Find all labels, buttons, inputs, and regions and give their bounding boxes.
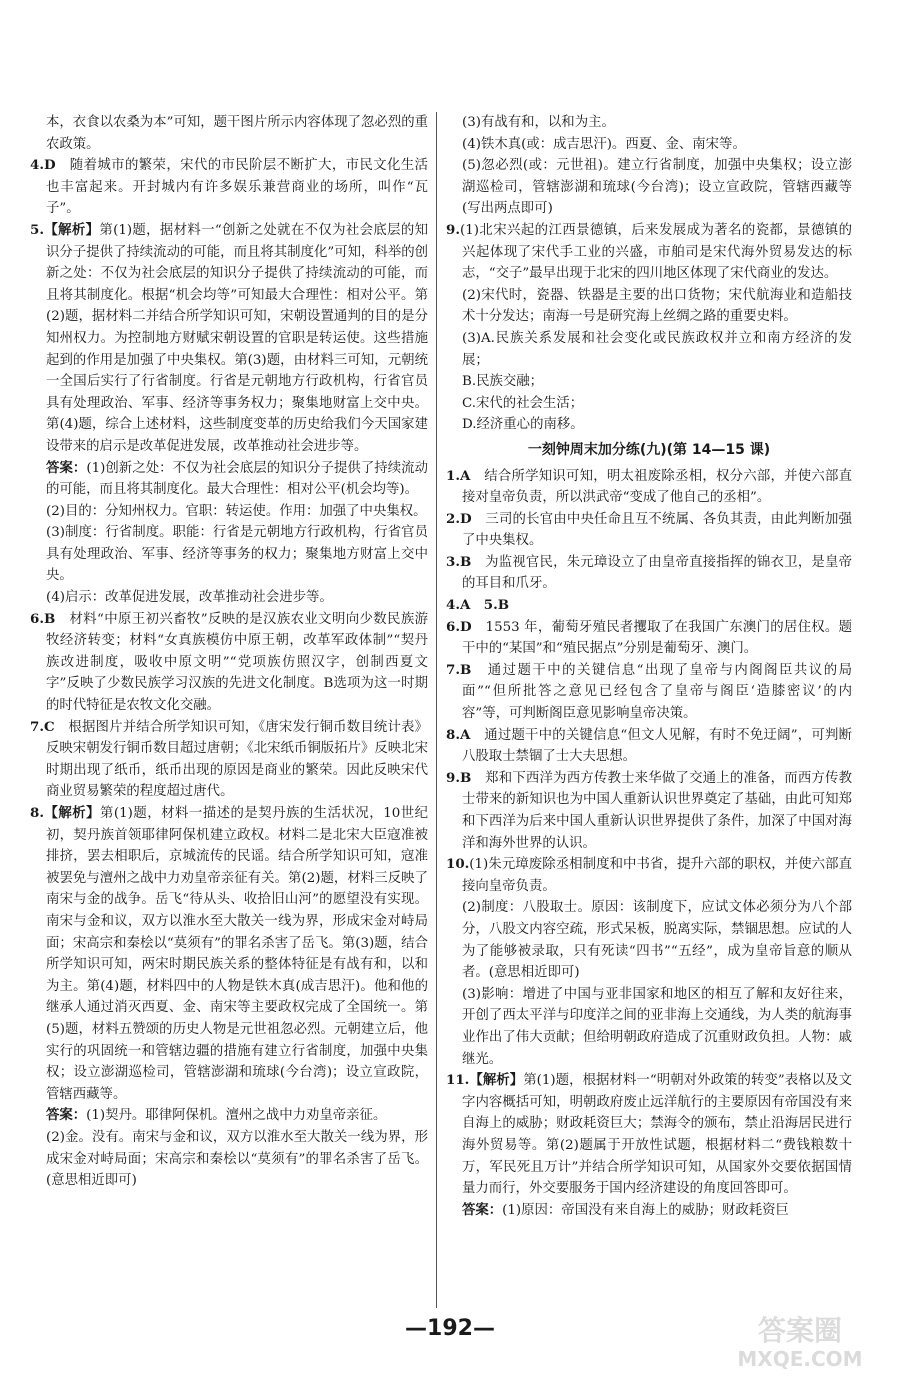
continuation-text: 本，衣食以农桑为本”可知，题干图片所示内容体现了忽必烈的重农政策。 [46, 115, 428, 152]
answer-tag: 答案： [46, 459, 87, 476]
item-text: (1)北宋兴起的江西景德镇，后来发展成为著名的瓷都，景德镇的兴起体现了宋代手工业的兴盛，市舶司是宋代海外贸易发达的标志，“交子”最早出现于北宋的四川地区体现了宋代商业的发达。 [459, 222, 852, 282]
answer-part: (3)影响：增进了中国与亚非国家和地区的相互了解和友好往来，开创了西太平洋与印度洋之间的亚非海上交通线，为人类的航海事业作出了伟大贡献；但给明朝政府造成了沉重财政负担。人物：戚继光。 [462, 986, 852, 1067]
item-number: 9. [446, 221, 460, 238]
item-number: 1.A [446, 467, 471, 484]
answer-part: (5)忽必烈(或：元世祖)。建立行省制度，加强中央集权；设立澎湖巡检司，管辖澎湖和琉球(今台湾)；设立宣政院，管辖西藏等(写出两点即可) [462, 158, 852, 217]
answer-part: D.经济重心的南移。 [462, 417, 584, 433]
answer-part: B.民族交融； [462, 374, 544, 390]
answer-item-8 [446, 725, 852, 768]
analysis-tag: 【解析】 [469, 1072, 524, 1089]
column-divider [436, 112, 437, 1308]
item-number: 11. [446, 1072, 470, 1089]
item-number: 10. [446, 856, 470, 873]
item-text: (1)朱元璋废除丞相制度和中书省，提升六部的职权，并使六部直接向皇帝负责。 [462, 857, 852, 894]
answer-item-7 [446, 660, 852, 725]
item-number: 8. [30, 805, 44, 821]
answer-block-5 [30, 458, 428, 609]
item-text: 三司的长官由中央任命且互不统属、各负其责，由此判断加强了中央集权。 [462, 511, 852, 549]
answer-part: (1)原因：帝国没有来自海上的威胁；财政耗资巨 [502, 1202, 789, 1218]
item-number: 6.B [30, 610, 56, 627]
item-text: 通过题干中的关键信息“但文人见解，有时不免迂阔”，可判断八股取士禁锢了士大夫思想。 [462, 727, 852, 765]
item-number: 3.B [446, 553, 472, 570]
watermark-text-url: MXQE.COM [737, 1347, 863, 1371]
answer-tag: 答案： [462, 1201, 503, 1218]
answer-part: (3)A.民族关系发展和社会变化或民族政权并立和南方经济的发展； [462, 330, 852, 368]
watermark-text-cn: 答案圈 [757, 1314, 843, 1347]
answer-part: C.宋代的社会生活； [462, 395, 584, 411]
answer-item-2 [446, 509, 852, 552]
answer-item-4 [30, 155, 428, 220]
answer-item-5 [30, 220, 428, 458]
item-text: 郑和下西洋为西方传教士来华做了交通上的准备，而西方传教士带来的新知识也为中国人重新认识世界奠定了基础，由此可知郑和下西洋为后来中国人重新认识世界提供了条件，加深了中国对海洋和海外世界的认识。 [462, 770, 853, 851]
answer-item-1 [446, 466, 852, 509]
item-text: 1553 年，葡萄牙殖民者攫取了在我国广东澳门的居住权。题干中的“某国”和“殖民据点”分别是葡萄牙、澳门。 [462, 619, 852, 657]
answer-block-8 [30, 1105, 428, 1191]
item-number: 2.D [446, 510, 472, 527]
answer-part: (2)金。没有。南宋与金和议，双方以淮水至大散关一线为界，形成宋金对峙局面；宋高宗和秦桧以“莫须有”的罪名杀害了岳飞。(意思相近即可) [46, 1129, 428, 1189]
item-number: 5. [30, 221, 44, 238]
answer-part: (2)目的：分知州权力。官职：转运使。作用：加强了中央集权。 [46, 503, 427, 519]
answer-item-4-5: 4.A 5.B [446, 597, 510, 614]
item-text: 材料“中原王初兴畜牧”反映的是汉族农业文明向少数民族游牧经济转变；材料“女真族模仿中原王朝，改革军政体制”“契丹族改进制度，吸收中原文明”“党项族仿照汉字，创制西夏文字”反映了少数民族学习汉族的先进文化制度。B选项为这一时期的时代特征是农牧文化交融。 [46, 611, 428, 714]
answer-item-6 [30, 609, 428, 717]
item-number: 9.B [446, 769, 472, 786]
item-number: 7.C [30, 718, 55, 735]
item-text: 第(1)题，材料一描述的是契丹族的生活状况，10世纪初，契丹族首领耶律阿保机建立政权。材料二是北宋大臣寇准被排挤，罢去相职后，京城流传的民谣。结合所学知识可知，寇准被罢免与澶州之战中力劝皇帝亲征有关。第(2)题，材料三反映了南宋与金的战争。岳飞“待从头、收拾旧山河”的愿望没有实现。南宋与金和议，双方以淮水至大散关一线为界，形成宋金对峙局面；宋高宗和秦桧以“莫须有”的罪名杀害了岳飞。第(3)题，结合所学知识可知，两宋时期民族关系的整体特征是有战有和，以和为主。第(4)题，材料四中的人物是铁木真(成吉思汗)。他和他的继承人通过消灭西夏、金、南宋等主要政权完成了全国统一。第(5)题，材料五赞颂的历史人物是元世祖忽必烈。元朝建立后，他实行的巩固统一和管辖边疆的措施有建立行省制度，加强中央集权；设立澎湖巡检司，管辖澎湖和琉球(今台湾)；设立宣政院，管辖西藏等。 [46, 806, 428, 1102]
page-number: —192— [405, 1316, 495, 1341]
answer-item-3 [446, 552, 852, 595]
item-text: 通过题干中的关键信息“出现了皇帝与内阁阁臣共议的局面”“但所批答之意见已经包含了皇帝与阁臣‘造膝密议’的内容”等，可判断阁臣意见影响皇帝决策。 [462, 662, 852, 722]
answer-part: (3)制度：行省制度。职能：行省是元朝地方行政机构，行省官员具有处理政治、军事、经济等事务的权力；聚集地方财富上交中央。 [46, 525, 428, 584]
answer-part: (4)铁木真(或：成吉思汗)。西夏、金、南宋等。 [462, 136, 746, 152]
right-column [446, 112, 852, 1221]
answer-item-8 [30, 803, 428, 1105]
answer-item-6 [446, 617, 852, 660]
answer-part: (3)有战有和，以和为主。 [462, 115, 615, 130]
analysis-tag: 【解析】 [43, 805, 100, 821]
item-number: 8.A [446, 726, 471, 743]
answer-part: (2)宋代时，瓷器、铁器是主要的出口货物；宋代航海业和造船技术十分发达；南海一号是研究海上丝绸之路的重要史料。 [462, 287, 852, 325]
item-number: 4.D [30, 157, 56, 174]
item-text: 随着城市的繁荣，宋代的市民阶层不断扩大，市民文化生活也丰富起来。开封城内有许多娱乐兼营商业的场所，叫作“瓦子”。 [46, 158, 429, 217]
answer-part: (4)启示：改革促进发展，改革推动社会进步等。 [46, 590, 333, 606]
item-text: 第(1)题，据材料一“创新之处就在不仅为社会底层的知识分子提供了持续流动的可能，而且将其制度化”可知，科举的创新之处：不仅为社会底层的知识分子提供了持续流动的可能，而且将其制度化。根据“机会均等”可知最大合理性：相对公平。第(2)题，据材料二并结合所学知识可知，宋朝设置通判的目的是分知州权力。为控制地方财赋宋朝设置的官职是转运使。这些措施起到的作用是加强了中央集权。第(3)题，由材料三可知，元朝统一全国后实行了行省制度。行省是元朝地方行政机构，行省官员具有处理政治、军事、经济等事务权力；聚集地财富上交中央。第(4)题，综合上述材料，这些制度变革的历史给我们今天国家建设带来的启示是改革促进发展，改革推动社会进步等。 [46, 222, 429, 454]
left-column [30, 112, 428, 1192]
answer-item-10 [446, 854, 852, 897]
watermark-logo [720, 1310, 880, 1372]
item-number: 7.B [446, 661, 472, 678]
answer-part: (2)制度：八股取士。原因：该制度下，应试文体必须分为八个部分，八股文内容空疏，形式呆板，脱离实际，禁锢思想。应试的人为了能够被录取，只有死读“四书”“五经”，成为皇帝旨意的顺从者。(意思相近即可) [462, 900, 852, 981]
answer-tag: 答案： [46, 1107, 87, 1124]
item-text: 第(1)题，根据材料一“明朝对外政策的转变”表格以及文字内容概括可知，明朝政府废止远洋航行的主要原因有帝国没有来自海上的威胁；财政耗资巨大；禁海令的颁布，禁止沿海居民进行海外贸易等。第(2)题属于开放性试题，根据材料二“费钱粮数十万，军民死且万计”并结合所学知识可知，从国家外交要依据国情量力而行，外交要服务于国内经济建设的角度回答即可。 [462, 1073, 852, 1197]
answer-item-9 [446, 220, 852, 285]
analysis-tag: 【解析】 [43, 221, 100, 238]
item-text: 结合所学知识可知，明太祖废除丞相，权分六部，并使六部直接对皇帝负责，所以洪武帝“变成了他自己的丞相”。 [462, 468, 853, 506]
section-title: 一刻钟周末加分练(九)(第 14—15 课) [527, 441, 771, 458]
item-text: 为监视官民，朱元璋设立了由皇帝直接指挥的锦衣卫，是皇帝的耳目和爪牙。 [462, 554, 853, 592]
answer-item-9b [446, 768, 852, 854]
answer-part: (1)契丹。耶律阿保机。澶州之战中力劝皇帝亲征。 [86, 1108, 387, 1124]
item-number: 6.D [446, 618, 472, 635]
answer-part: (1)创新之处：不仅为社会底层的知识分子提供了持续流动的可能，而且将其制度化。最大合理性：相对公平(机会均等)。 [46, 460, 429, 498]
answer-item-11 [446, 1070, 852, 1200]
answer-item-7 [30, 717, 428, 803]
item-text: 根据图片并结合所学知识可知，《唐宋发行铜币数目统计表》反映宋朝发行铜币数目超过唐朝；《北宋纸币铜版拓片》反映北宋时期出现了纸币，纸币出现的原因是商业的繁荣。因此反映宋代商业贸易繁荣的程度超过唐代。 [46, 719, 428, 800]
